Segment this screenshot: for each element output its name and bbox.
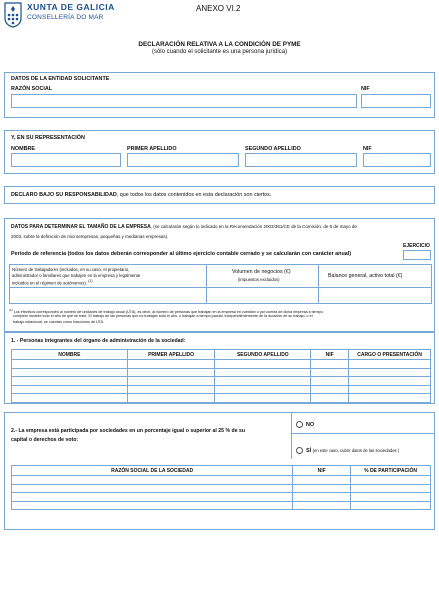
cell[interactable] — [351, 501, 431, 510]
primer-apellido-label: PRIMER APELLIDO — [127, 146, 177, 152]
nombre-label: NOMBRE — [11, 146, 35, 152]
segundo-apellido-label: SEGUNDO APELLIDO — [245, 146, 301, 152]
reference-period — [11, 251, 351, 257]
segundo-apellido-field[interactable] — [245, 153, 357, 167]
footnote-line-3: trabajo estacional, se cuentan como fracciones de UTA. — [13, 320, 105, 324]
size-heading-bold: DATOS PARA DETERMINAR EL TAMAÑO DE LA EMPRESA — [11, 224, 151, 230]
cell[interactable] — [127, 385, 215, 394]
reference-text: (todos los datos deberán corresponder al último ejercicio contable cerrado y se calcularán con carácter anual) — [67, 251, 352, 257]
cell[interactable] — [351, 493, 431, 502]
cell[interactable] — [127, 377, 215, 386]
brand-title: XUNTA DE GALICIA — [27, 2, 115, 12]
cell[interactable] — [215, 377, 311, 386]
cell[interactable] — [215, 385, 311, 394]
xunta-logo-icon — [4, 2, 22, 28]
participation-section — [4, 412, 435, 530]
option-no-label: NO — [306, 422, 315, 428]
cell[interactable] — [349, 377, 431, 386]
cell[interactable] — [12, 368, 128, 377]
cell[interactable] — [311, 377, 349, 386]
cell[interactable] — [215, 368, 311, 377]
workers-note-mark: (1) — [88, 279, 93, 283]
table-row — [12, 377, 431, 386]
entity-nif-field[interactable] — [361, 94, 431, 108]
reference-label: Período de referencia — [11, 251, 67, 257]
options-divider — [291, 413, 292, 459]
participation-header-row — [12, 466, 431, 476]
cell[interactable] — [12, 493, 293, 502]
workers-label-2: administrador o familiares que trabajen en la empresa y legalmente — [12, 273, 141, 278]
document-subtitle: (sólo cuando el solicitante es una persona jurídica) — [151, 49, 288, 55]
cell[interactable] — [349, 360, 431, 369]
members-section — [4, 332, 435, 404]
turnover-label: Volumen de negocios (€) — [232, 269, 291, 275]
option-no-radio[interactable] — [296, 421, 303, 428]
cell[interactable] — [293, 484, 351, 493]
cell[interactable] — [12, 360, 128, 369]
cell[interactable] — [12, 484, 293, 493]
cell[interactable] — [349, 385, 431, 394]
entity-section — [4, 72, 435, 118]
nif-label: NIF — [361, 86, 370, 92]
footnote-line-2: completo durante todo el año de que se trate. El trabajo de las personas que no trabajan todo el año, o trabajan a tiempo parcial, independientemente de la duración de su trabajo, o el — [13, 314, 313, 318]
rep-nif-label: NIF — [363, 146, 372, 152]
table-row — [12, 476, 431, 485]
participation-heading-1: 2.- La empresa está participada por sociedades en un porcentaje igual o superior al 25 % de su — [11, 428, 246, 434]
representative-section — [4, 130, 435, 174]
primer-apellido-field[interactable] — [127, 153, 239, 167]
cell[interactable] — [215, 360, 311, 369]
table-row — [12, 493, 431, 502]
cell[interactable] — [311, 385, 349, 394]
balance-value-field[interactable] — [319, 288, 431, 303]
cell[interactable] — [12, 501, 293, 510]
col-part-nif: NIF — [293, 466, 351, 476]
size-grid — [9, 264, 432, 304]
cell[interactable] — [311, 368, 349, 377]
option-si-note: (en este caso, cubrir datos de las sociedades ) — [312, 448, 400, 453]
footnote-mark: (1) — [9, 308, 13, 312]
participation-table — [11, 465, 431, 510]
cell[interactable] — [12, 377, 128, 386]
cell[interactable] — [127, 368, 215, 377]
cell[interactable] — [293, 493, 351, 502]
col-primer-apellido: PRIMER APELLIDO — [127, 350, 215, 360]
participation-heading-2: capital o derechos de voto: — [11, 437, 79, 443]
brand-subtitle: CONSELLERÍA DO MAR — [27, 14, 104, 21]
cell[interactable] — [12, 394, 128, 403]
col-razon-social: RAZÓN SOCIAL DE LA SOCIEDAD — [12, 466, 293, 476]
workers-label-1: Número de trabajadores (incluidos, en su caso, el propietario, — [12, 267, 130, 272]
ejercicio-label: EJERCICIO — [403, 243, 430, 249]
annex-label: ANEXO VI.2 — [196, 4, 241, 13]
cell[interactable] — [349, 394, 431, 403]
declaration-section — [4, 186, 435, 204]
size-heading — [11, 224, 357, 230]
option-si-text: SÍ — [306, 448, 312, 454]
cell[interactable] — [349, 368, 431, 377]
ejercicio-field[interactable] — [403, 250, 431, 260]
table-row — [12, 484, 431, 493]
turnover-sub: (impuestos excluidos) — [238, 277, 280, 282]
size-heading-rest: , (se calcularán según lo indicado en la Recomendación 2003/361/CE de la Comisión, de 6 de mayo de — [150, 224, 357, 229]
option-si-label — [306, 448, 399, 454]
table-row — [12, 394, 431, 403]
size-data-section — [4, 218, 435, 332]
balance-label: Balance general, activo total (€) — [328, 273, 403, 279]
members-header-row — [12, 350, 431, 360]
footnote-text-1: Los efectivos corresponden al número de unidades de trabajo anual (UTA), es decir, al número de personas que trabajan en la empresa en cuestión o por cuenta de dicha empresa a tiempo — [13, 310, 323, 315]
razon-social-field[interactable] — [11, 94, 357, 108]
cell[interactable] — [293, 501, 351, 510]
table-row — [12, 360, 431, 369]
entity-heading: DATOS DE LA ENTIDAD SOLICITANTE — [11, 76, 110, 82]
workers-label-3 — [12, 279, 93, 285]
cell[interactable] — [293, 476, 351, 485]
table-row — [12, 368, 431, 377]
table-row — [12, 385, 431, 394]
cell[interactable] — [311, 394, 349, 403]
members-table — [11, 349, 431, 403]
options-row-divider — [291, 433, 435, 434]
cell[interactable] — [127, 360, 215, 369]
declaration-rest: , que todos los datos contenidos en esta declaración son ciertos. — [116, 192, 272, 198]
document-title: DECLARACIÓN RELATIVA A LA CONDICIÓN DE PYME — [138, 41, 301, 48]
col-segundo-apellido: SEGUNDO APELLIDO — [215, 350, 311, 360]
cell[interactable] — [351, 484, 431, 493]
option-si-radio[interactable] — [296, 447, 303, 454]
workers-label-3-text: incluidos en el régimen de autónomos). — [12, 280, 88, 286]
col-nif: NIF — [311, 350, 349, 360]
cell[interactable] — [311, 360, 349, 369]
table-row — [12, 501, 431, 510]
col-porcentaje: % DE PARTICIPACIÓN — [351, 466, 431, 476]
col-nombre: NOMBRE — [12, 350, 128, 360]
cell[interactable] — [215, 394, 311, 403]
size-heading-line2: 2003, sobre la definición de microempresas, pequeñas y medianas empresas). — [11, 234, 169, 239]
cell[interactable] — [12, 385, 128, 394]
turnover-value-field[interactable] — [207, 288, 317, 303]
declaration-bold: DECLARO BAJO SU RESPONSABILIDAD — [11, 192, 117, 198]
representative-heading: Y, EN SU REPRESENTACIÓN — [11, 135, 85, 141]
workers-value-field[interactable] — [11, 288, 205, 303]
nombre-field[interactable] — [11, 153, 121, 167]
members-heading: 1. - Personas integrantes del órgano de administración de la sociedad: — [11, 338, 186, 344]
cell[interactable] — [127, 394, 215, 403]
cell[interactable] — [351, 476, 431, 485]
col-cargo: CARGO O PRESENTACIÓN — [349, 350, 431, 360]
cell[interactable] — [12, 476, 293, 485]
rep-nif-field[interactable] — [363, 153, 431, 167]
razon-social-label: RAZÓN SOCIAL — [11, 86, 53, 92]
declaration-text — [11, 192, 271, 198]
